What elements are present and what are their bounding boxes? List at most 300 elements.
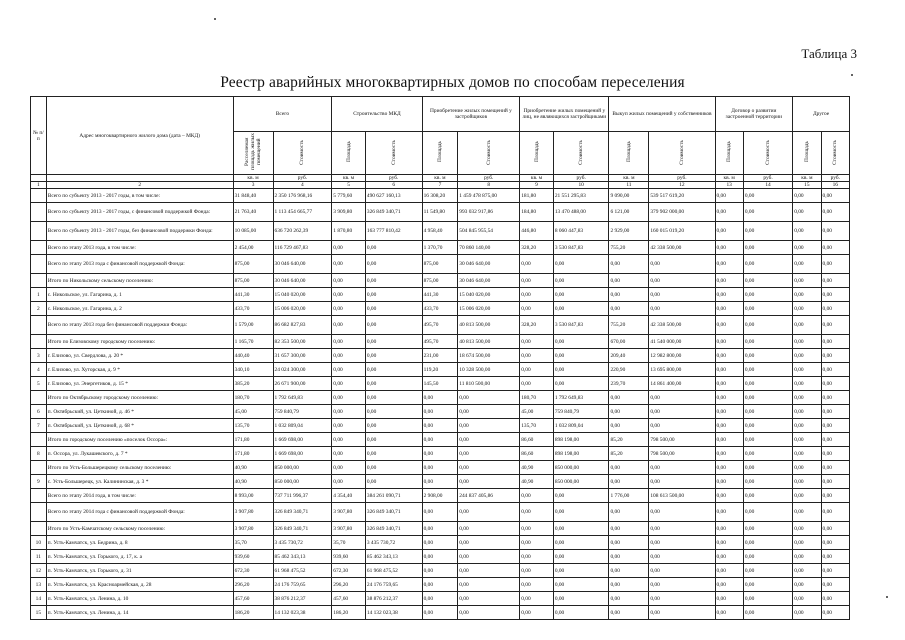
row-number: 1 [31, 288, 47, 302]
value-cell: 0,00 [743, 578, 792, 592]
value-cell: 209,40 [609, 349, 649, 363]
value-cell: 0,00 [458, 606, 520, 620]
value-cell: 45,00 [233, 405, 273, 419]
row-number [31, 335, 47, 349]
row-number: 5 [31, 377, 47, 391]
value-cell: 180,70 [233, 391, 273, 405]
value-cell: 0,00 [365, 316, 422, 335]
value-cell: 0,00 [821, 419, 849, 433]
table-row [31, 203, 850, 222]
value-cell: 0,00 [553, 489, 609, 503]
value-cell: 0,00 [821, 475, 849, 489]
value-cell: 0,00 [715, 405, 743, 419]
value-cell: 0,00 [365, 377, 422, 391]
value-cell: 0,00 [365, 274, 422, 288]
col-num-header: № п/п [31, 97, 47, 175]
row-number: 15 [31, 606, 47, 620]
value-cell: 0,00 [365, 335, 422, 349]
value-cell: 4 958,40 [422, 222, 458, 241]
value-cell: 86 682 827,83 [273, 316, 332, 335]
sub-header: Стоимость [458, 132, 520, 175]
unit-cell: руб. [649, 175, 715, 182]
row-number [31, 241, 47, 255]
table-row [31, 222, 850, 241]
value-cell: 0,00 [458, 592, 520, 606]
unit-cell: кв. м [715, 175, 743, 182]
value-cell: 0,00 [520, 578, 554, 592]
value-cell: 0,00 [715, 419, 743, 433]
value-cell: 3 530 847,83 [553, 241, 609, 255]
value-cell: 0,00 [715, 288, 743, 302]
value-cell: 5 779,60 [332, 189, 366, 203]
value-cell: 160 015 019,20 [649, 222, 715, 241]
value-cell: 0,00 [793, 419, 821, 433]
table-row [31, 274, 850, 288]
value-cell: 0,00 [715, 522, 743, 536]
value-cell: 12 982 800,00 [649, 349, 715, 363]
value-cell: 326 849 340,71 [365, 503, 422, 522]
value-cell: 0,00 [332, 419, 366, 433]
row-address: п. Усть-Камчатск, ул. Бедрина, д. 8 [46, 536, 233, 550]
value-cell: 898 198,00 [553, 447, 609, 461]
table-row [31, 349, 850, 363]
value-cell: 0,00 [793, 536, 821, 550]
value-cell: 0,00 [793, 391, 821, 405]
value-cell: 8 993,00 [233, 489, 273, 503]
value-cell: 0,00 [520, 349, 554, 363]
value-cell: 61 968 475,52 [365, 564, 422, 578]
value-cell: 0,00 [743, 461, 792, 475]
value-cell: 0,00 [793, 461, 821, 475]
row-number: 2 [31, 302, 47, 316]
value-cell: 40,90 [520, 475, 554, 489]
group-header: Всего [233, 97, 332, 132]
column-number: 2 [46, 182, 233, 189]
row-address: с. Никольское, ул. Гагарина, д. 1 [46, 288, 233, 302]
row-number [31, 316, 47, 335]
unit-cell: кв. м [422, 175, 458, 182]
value-cell: 0,00 [793, 349, 821, 363]
value-cell: 495,70 [422, 316, 458, 335]
value-cell: 0,00 [793, 433, 821, 447]
value-cell: 0,00 [743, 475, 792, 489]
value-cell: 759 840,79 [273, 405, 332, 419]
column-number: 5 [332, 182, 366, 189]
value-cell: 755,20 [609, 241, 649, 255]
value-cell: 8 060 447,83 [553, 222, 609, 241]
sub-header: Стоимость [743, 132, 792, 175]
value-cell: 0,00 [332, 433, 366, 447]
table-row [31, 536, 850, 550]
value-cell: 0,00 [793, 503, 821, 522]
value-cell: 0,00 [715, 433, 743, 447]
value-cell: 0,00 [743, 419, 792, 433]
unit-cell: кв. м [233, 175, 273, 182]
value-cell: 0,00 [649, 503, 715, 522]
value-cell: 0,00 [715, 447, 743, 461]
row-number [31, 222, 47, 241]
column-number: 14 [743, 182, 792, 189]
value-cell: 0,00 [520, 274, 554, 288]
value-cell: 171,80 [233, 433, 273, 447]
group-header: Строительство МКД [332, 97, 422, 132]
value-cell: 0,00 [715, 316, 743, 335]
value-cell: 0,00 [553, 606, 609, 620]
value-cell: 755,20 [609, 316, 649, 335]
value-cell: 0,00 [458, 419, 520, 433]
value-cell: 0,00 [793, 288, 821, 302]
value-cell: 737 711 996,37 [273, 489, 332, 503]
value-cell: 0,00 [743, 349, 792, 363]
value-cell: 0,00 [715, 606, 743, 620]
value-cell: 898 198,00 [553, 433, 609, 447]
table-row [31, 189, 850, 203]
value-cell: 40,90 [233, 461, 273, 475]
value-cell: 0,00 [520, 335, 554, 349]
value-cell: 26 671 900,00 [273, 377, 332, 391]
value-cell: 0,00 [821, 592, 849, 606]
value-cell: 30 046 640,00 [273, 255, 332, 274]
unit-cell [31, 175, 47, 182]
value-cell: 0,00 [520, 288, 554, 302]
value-cell: 0,00 [821, 606, 849, 620]
value-cell: 0,00 [422, 536, 458, 550]
value-cell: 0,00 [609, 550, 649, 564]
table-row [31, 419, 850, 433]
value-cell: 0,00 [365, 255, 422, 274]
value-cell: 11 549,80 [422, 203, 458, 222]
value-cell: 0,00 [793, 475, 821, 489]
value-cell: 1 032 809,04 [553, 419, 609, 433]
row-number [31, 503, 47, 522]
value-cell: 0,00 [649, 461, 715, 475]
value-cell: 379 902 000,00 [649, 203, 715, 222]
unit-cell: руб. [273, 175, 332, 182]
table-row [31, 522, 850, 536]
value-cell: 16 308,20 [422, 189, 458, 203]
value-cell: 0,00 [422, 606, 458, 620]
value-cell: 0,00 [743, 203, 792, 222]
value-cell: 30 046 640,00 [458, 255, 520, 274]
row-number [31, 274, 47, 288]
value-cell: 85,20 [609, 447, 649, 461]
row-address: Всего по этапу 2013 года с финансовой поддержкой Фонда: [46, 255, 233, 274]
table-row [31, 592, 850, 606]
value-cell: 30 046 640,00 [273, 274, 332, 288]
value-cell: 244 837 405,86 [458, 489, 520, 503]
row-address: г. Елизово, ул. Хуторская, д. 9 * [46, 363, 233, 377]
row-number: 13 [31, 578, 47, 592]
value-cell: 31 848,40 [233, 189, 273, 203]
row-address: г. Елизово, ул. Энергетиков, д. 15 * [46, 377, 233, 391]
column-number: 4 [273, 182, 332, 189]
value-cell: 0,00 [715, 578, 743, 592]
value-cell: 40,90 [233, 475, 273, 489]
value-cell: 0,00 [520, 550, 554, 564]
value-cell: 24 024 300,00 [273, 363, 332, 377]
value-cell: 0,00 [821, 377, 849, 391]
value-cell: 0,00 [458, 405, 520, 419]
value-cell: 0,00 [715, 222, 743, 241]
value-cell: 0,00 [553, 255, 609, 274]
value-cell: 21 763,40 [233, 203, 273, 222]
table-row [31, 433, 850, 447]
row-address: Всего по этапу 2014 года, в том числе: [46, 489, 233, 503]
value-cell: 0,00 [609, 606, 649, 620]
value-cell: 0,00 [649, 288, 715, 302]
row-number [31, 522, 47, 536]
row-address: с. Никольское, ул. Гагарина, д. 2 [46, 302, 233, 316]
value-cell: 0,00 [553, 503, 609, 522]
value-cell: 163 777 810,42 [365, 222, 422, 241]
value-cell: 3 907,80 [233, 503, 273, 522]
value-cell: 1 459 478 875,00 [458, 189, 520, 203]
value-cell: 11 810 500,00 [458, 377, 520, 391]
value-cell: 0,00 [793, 578, 821, 592]
row-address: п. Усть-Камчатск, ул. Красноармейская, д. 28 [46, 578, 233, 592]
value-cell: 0,00 [715, 203, 743, 222]
value-cell: 433,70 [422, 302, 458, 316]
value-cell: 0,00 [422, 592, 458, 606]
value-cell: 31 657 300,00 [273, 349, 332, 363]
value-cell: 0,00 [793, 189, 821, 203]
value-cell: 328,20 [520, 241, 554, 255]
value-cell: 0,00 [821, 578, 849, 592]
value-cell: 0,00 [743, 255, 792, 274]
value-cell: 0,00 [743, 489, 792, 503]
value-cell: 0,00 [553, 302, 609, 316]
row-address: Итого по Усть-Большерецкому сельскому поселению: [46, 461, 233, 475]
value-cell: 0,00 [520, 302, 554, 316]
row-address: Итого по Усть-Камчатскому сельскому поселению: [46, 522, 233, 536]
value-cell: 1 669 698,00 [273, 433, 332, 447]
value-cell: 326 849 340,71 [273, 522, 332, 536]
value-cell: 86,60 [520, 433, 554, 447]
value-cell: 495,70 [422, 335, 458, 349]
row-address: Всего по этапу 2013 года без финансовой поддержки Фонда: [46, 316, 233, 335]
value-cell: 0,00 [422, 564, 458, 578]
value-cell: 41 540 000,00 [649, 335, 715, 349]
value-cell: 798 500,00 [649, 447, 715, 461]
value-cell: 0,00 [821, 335, 849, 349]
unit-cell: кв. м [793, 175, 821, 182]
value-cell: 0,00 [609, 475, 649, 489]
row-number: 14 [31, 592, 47, 606]
value-cell: 0,00 [743, 433, 792, 447]
value-cell: 21 551 295,83 [553, 189, 609, 203]
value-cell: 0,00 [821, 489, 849, 503]
value-cell: 0,00 [553, 363, 609, 377]
value-cell: 0,00 [422, 405, 458, 419]
value-cell: 0,00 [743, 447, 792, 461]
value-cell: 0,00 [422, 447, 458, 461]
value-cell: 40,90 [520, 461, 554, 475]
value-cell: 384 261 090,71 [365, 489, 422, 503]
row-address: Итого по Никольскому сельскому поселению: [46, 274, 233, 288]
row-address: п. Октябрьский, ул. Цеткиной, д. 46 * [46, 405, 233, 419]
value-cell: 490 627 160,13 [365, 189, 422, 203]
value-cell: 40 813 500,00 [458, 335, 520, 349]
value-cell: 10 328 500,00 [458, 363, 520, 377]
value-cell: 3 907,80 [332, 522, 366, 536]
value-cell: 1 165,70 [233, 335, 273, 349]
value-cell: 0,00 [821, 274, 849, 288]
table-row [31, 503, 850, 522]
unit-cell: кв. м [520, 175, 554, 182]
value-cell: 15 006 020,00 [458, 302, 520, 316]
value-cell: 0,00 [422, 461, 458, 475]
value-cell: 441,30 [233, 288, 273, 302]
value-cell: 0,00 [365, 349, 422, 363]
value-cell: 539 517 619,20 [649, 189, 715, 203]
value-cell: 0,00 [793, 377, 821, 391]
value-cell: 328,20 [520, 316, 554, 335]
value-cell: 850 000,00 [553, 475, 609, 489]
value-cell: 0,00 [821, 522, 849, 536]
row-address: п. Октябрьский, ул. Цеткиной, д. 68 * [46, 419, 233, 433]
value-cell: 326 849 340,71 [365, 203, 422, 222]
column-number: 13 [715, 182, 743, 189]
value-cell: 875,00 [422, 274, 458, 288]
value-cell: 0,00 [715, 302, 743, 316]
unit-cell: кв. м [332, 175, 366, 182]
table-row [31, 606, 850, 620]
value-cell: 0,00 [821, 405, 849, 419]
value-cell: 0,00 [743, 377, 792, 391]
table-row [31, 316, 850, 335]
value-cell: 850 000,00 [273, 461, 332, 475]
value-cell: 0,00 [609, 592, 649, 606]
value-cell: 1 792 649,83 [553, 391, 609, 405]
row-number: 8 [31, 447, 47, 461]
sub-header: Стоимость [821, 132, 849, 175]
value-cell: 3 907,80 [332, 503, 366, 522]
value-cell: 0,00 [422, 522, 458, 536]
value-cell: 0,00 [458, 522, 520, 536]
value-cell: 0,00 [520, 592, 554, 606]
row-number [31, 433, 47, 447]
value-cell: 186,20 [233, 606, 273, 620]
value-cell: 0,00 [365, 461, 422, 475]
value-cell: 0,00 [743, 550, 792, 564]
value-cell: 670,00 [609, 335, 649, 349]
value-cell: 0,00 [715, 377, 743, 391]
value-cell: 0,00 [821, 461, 849, 475]
value-cell: 0,00 [793, 564, 821, 578]
value-cell: 0,00 [365, 391, 422, 405]
value-cell: 0,00 [609, 461, 649, 475]
value-cell: 0,00 [365, 288, 422, 302]
value-cell: 0,00 [422, 475, 458, 489]
value-cell: 0,00 [553, 592, 609, 606]
column-number: 1 [31, 182, 47, 189]
value-cell: 0,00 [743, 606, 792, 620]
value-cell: 1 792 649,83 [273, 391, 332, 405]
value-cell: 38 876 212,37 [273, 592, 332, 606]
value-cell: 0,00 [821, 203, 849, 222]
page-title: Реестр аварийных многоквартирных домов по способам переселения [220, 74, 685, 91]
value-cell: 0,00 [332, 363, 366, 377]
value-cell: 0,00 [422, 550, 458, 564]
value-cell: 35,70 [233, 536, 273, 550]
value-cell: 0,00 [821, 564, 849, 578]
row-address: Итого по городскому поселению «поселок Оссора»: [46, 433, 233, 447]
value-cell: 0,00 [793, 592, 821, 606]
value-cell: 30 046 640,00 [458, 274, 520, 288]
value-cell: 0,00 [821, 255, 849, 274]
value-cell: 2 454,00 [233, 241, 273, 255]
value-cell: 0,00 [793, 203, 821, 222]
value-cell: 0,00 [743, 274, 792, 288]
value-cell: 0,00 [743, 363, 792, 377]
value-cell: 0,00 [821, 316, 849, 335]
value-cell: 0,00 [458, 475, 520, 489]
row-number [31, 461, 47, 475]
value-cell: 0,00 [609, 255, 649, 274]
sub-header: Стоимость [649, 132, 715, 175]
value-cell: 939,60 [332, 550, 366, 564]
table-row [31, 363, 850, 377]
row-number: 4 [31, 363, 47, 377]
value-cell: 0,00 [520, 536, 554, 550]
value-cell: 0,00 [821, 503, 849, 522]
value-cell: 0,00 [332, 241, 366, 255]
value-cell: 0,00 [520, 564, 554, 578]
value-cell: 0,00 [332, 288, 366, 302]
value-cell: 0,00 [715, 536, 743, 550]
row-address: с. Усть-Большерецк, ул. Калининская, д. 3 * [46, 475, 233, 489]
registry-table [30, 96, 850, 620]
value-cell: 0,00 [609, 391, 649, 405]
value-cell: 0,00 [793, 302, 821, 316]
value-cell: 385,20 [233, 377, 273, 391]
value-cell: 0,00 [365, 302, 422, 316]
value-cell: 0,00 [793, 255, 821, 274]
value-cell: 446,80 [520, 222, 554, 241]
unit-cell [46, 175, 233, 182]
value-cell: 0,00 [422, 578, 458, 592]
value-cell: 1 776,00 [609, 489, 649, 503]
row-address: Всего по субъекту 2013 - 2017 годы, в том числе: [46, 189, 233, 203]
value-cell: 0,00 [743, 564, 792, 578]
value-cell: 135,70 [233, 419, 273, 433]
value-cell: 0,00 [553, 335, 609, 349]
value-cell: 9 090,00 [609, 189, 649, 203]
value-cell: 0,00 [715, 274, 743, 288]
value-cell: 2 908,00 [422, 489, 458, 503]
value-cell: 0,00 [458, 391, 520, 405]
value-cell: 0,00 [553, 288, 609, 302]
value-cell: 0,00 [743, 302, 792, 316]
value-cell: 0,00 [332, 302, 366, 316]
scan-speck [214, 18, 216, 20]
value-cell: 457,60 [233, 592, 273, 606]
value-cell: 14 861 400,00 [649, 377, 715, 391]
value-cell: 135,70 [520, 419, 554, 433]
value-cell: 433,70 [233, 302, 273, 316]
row-address: п. Усть-Камчатск, ул. Горького, д. 17, к. а [46, 550, 233, 564]
row-address: Всего по субъекту 2013 - 2017 годы, без финансовой поддержки Фонда: [46, 222, 233, 241]
value-cell: 0,00 [821, 302, 849, 316]
table-row [31, 461, 850, 475]
value-cell: 0,00 [458, 461, 520, 475]
value-cell: 0,00 [743, 189, 792, 203]
value-cell: 0,00 [609, 564, 649, 578]
value-cell: 0,00 [649, 564, 715, 578]
value-cell: 3 907,80 [233, 522, 273, 536]
value-cell: 850 000,00 [553, 461, 609, 475]
sub-header: Стоимость [365, 132, 422, 175]
